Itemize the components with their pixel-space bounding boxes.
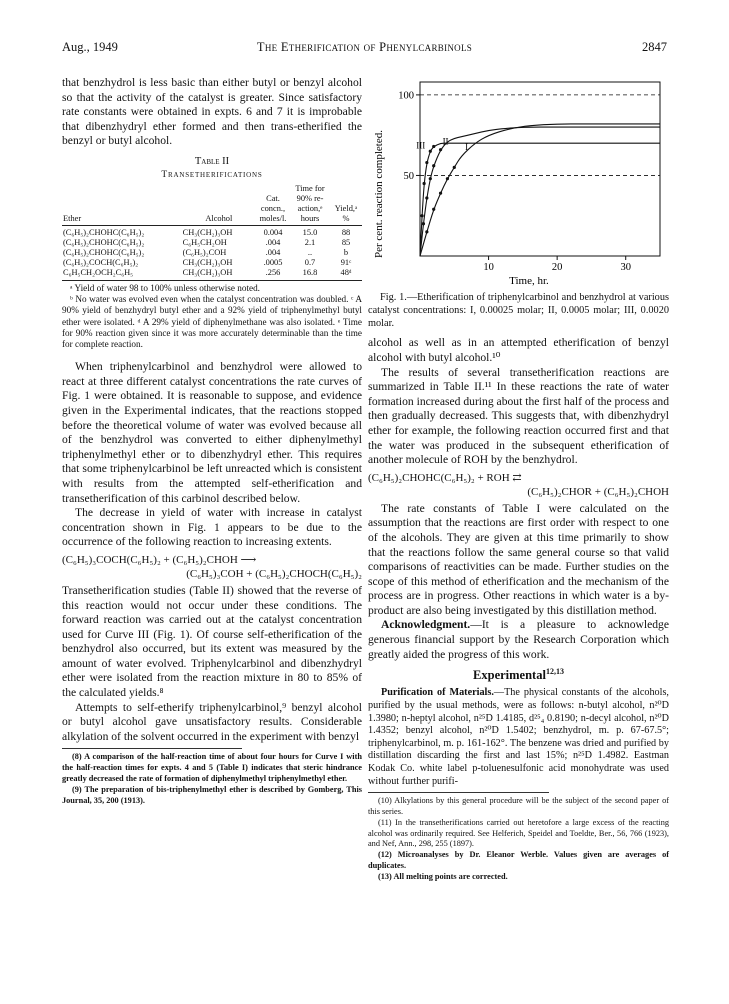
equation-1-line-1: (C₆H₅)₃COCH(C₆H₅)₂ + (C₆H₅)₂CHOH ⟶ <box>62 553 257 566</box>
table-cell: 0.7 <box>304 257 316 267</box>
equation-2-line-1: (C₆H₅)₂CHOHC(C₆H₅)₂ + ROH ⇄ <box>368 471 522 484</box>
data-point-II <box>429 177 432 180</box>
acknowledgment-label: Acknowledgment. <box>381 618 471 632</box>
data-point-III <box>423 182 426 185</box>
equation-1-line-2: (C₆H₅)₃COH + (C₆H₅)₂CHOCH(C₆H₅)₂ <box>186 567 362 580</box>
table-header: Alcohol <box>182 184 256 226</box>
data-point-III <box>429 150 432 153</box>
footnote-divider <box>62 748 242 749</box>
acknowledgment <box>368 618 669 662</box>
table-cell: CH₃(CH₂)₃OH <box>182 227 233 237</box>
paragraph-attempts: Attempts to self-etherify triphenylcarbinol,⁹ benzyl alcohol or butyl alcohol gave unsatisfactory results. Considerable alkylation of the solvent occurred in the experiment with benzyl <box>62 700 362 743</box>
reference-13: (13) All melting points are corrected. <box>378 871 508 881</box>
figure-1 <box>368 76 669 288</box>
table-cell: (C₆H₅)₂COCH(C₆H₅)₂ <box>63 257 139 267</box>
transetherification-table <box>62 184 362 281</box>
reference-8: (8) A comparison of the half-reaction time of about four hours for Curve I with the half-reaction times for expts. 4 and 5 (Table I) indicates that steric hindrance greatly decreased the rate of formation of diphenylmethyl triphenylmethyl ether. <box>62 752 362 784</box>
table-cell: (C₆H₅)₂COH <box>182 247 227 257</box>
y-axis-label: Per cent. reaction completed. <box>373 130 385 258</box>
issue-date: Aug., 1949 <box>62 40 118 54</box>
acknowledgment-text: —It is a pleasure to acknowledge generous financial support by the Research Corporation which greatly aided the progress of this work. <box>368 618 669 661</box>
table-header: Cat. concn., moles/l. <box>256 184 290 226</box>
purification-paragraph <box>368 687 669 788</box>
data-point-II <box>432 164 435 167</box>
series-label-II: II <box>442 136 449 147</box>
data-point-II <box>425 196 428 199</box>
experimental-heading <box>368 667 669 683</box>
running-title: The Etherification of Phenylcarbinols <box>256 40 473 54</box>
table-cell: 48ᵈ <box>330 268 362 281</box>
table-cell: (C₆H₅)₂CHOHC(C₆H₅)₂ <box>63 227 145 237</box>
table-row <box>62 225 362 238</box>
table-cell: b <box>343 247 349 257</box>
reference-12: (12) Microanalyses by Dr. Eleanor Werble. Values given are averages of duplicates. <box>368 850 669 870</box>
experimental-title: Experimental <box>473 668 546 683</box>
reference-9: (9) The preparation of bis-triphenylmethyl ether is described by Gomberg, This Journal, 35, 200 (1913). <box>62 784 362 805</box>
data-point-I <box>432 208 435 211</box>
table-cell: CH₃(CH₂)₃OH <box>182 257 233 267</box>
table-cell: 91ᶜ <box>340 257 352 267</box>
data-point-I <box>453 166 456 169</box>
table-cell: C₆H₅CH₂OH <box>182 237 227 247</box>
table-row <box>62 238 362 248</box>
x-tick-label: 20 <box>551 262 563 273</box>
paragraph-results: The results of several transetherification reactions are summarized in Table II.¹¹ In these reactions the rate of water formation increased during about the first half of the process and then gradually decreased. This suggests that, with dibenzhydryl ether for example, the following reaction occurred first and that the water was produced in the subsequent etherification of another molecule of ROH by the benzhydrol. <box>368 365 669 467</box>
page-number: 2847 <box>642 40 667 54</box>
table-cell: (C₆H₅)₂CHOHC(C₆H₅)₂ <box>63 237 145 247</box>
table-header: Yield,ᵃ % <box>330 184 362 226</box>
table-cell: .004 <box>265 247 281 257</box>
purification-label: Purification of Materials. <box>381 687 494 699</box>
table-cell: .0005 <box>263 257 283 267</box>
table-footnote-a: ᵃ Yield of water 98 to 100% unless otherwise noted. <box>70 282 260 293</box>
table-row <box>62 248 362 258</box>
paragraph-when: When triphenylcarbinol and benzhydrol were allowed to react at three different catalyst concentrations the rate curves of Fig. 1 were obtained. It is reasonable to suppose, and evidence given in the Experimental indicates, that the reactions stopped before the theoretical volume of water was evolved because all of the benzhydrol was converted to either diphenylmethyl triphenylmethyl ether or to dibenzhydryl ether. This requires that some triphenylcarbinol be left unreacted which is consistent with results from the attempted self-etherification and transetherification of this carbinol described below. <box>62 360 362 505</box>
table-cell: C₆H₅CH₂OCH₂C₆H₅ <box>62 268 182 281</box>
table-row <box>62 258 362 268</box>
x-tick-label: 30 <box>620 262 631 273</box>
paragraph-decrease: The decrease in yield of water with increase in catalyst concentration shown in Fig. 1 appears to be due to the occurrence of the following reaction to increasing extents. <box>62 506 362 549</box>
series-line-II <box>420 127 660 256</box>
table-cell: 16.8 <box>290 268 330 281</box>
table-2 <box>62 155 362 350</box>
table-title: Table II <box>194 155 230 167</box>
equation-2 <box>368 471 669 499</box>
data-point-I <box>446 177 449 180</box>
table-cell: CH₃(CH₂)₃OH <box>182 268 256 281</box>
equation-2-line-2: (C₆H₅)₂CHOR + (C₆H₅)₂CHOH <box>527 485 669 498</box>
table-cell: 15.0 <box>302 227 318 237</box>
data-point-III <box>425 161 428 164</box>
paragraph-transetherification: Transetherification studies (Table II) showed that the reverse of this reaction would not occur under these conditions. The forward reaction was carried out at the catalyst concentration used for Curve III (Fig. 1). Of course self-etherification of the benzhydrol also occurred, but its extent was measured by the amount of water evolved. Triphenylcarbinol and dibenzhydryl ether were isolated from the reaction mixture in 80 to 85% of the calculated yields.⁸ <box>62 583 362 700</box>
table-header: Time for 90% re- action,ᵉ hours <box>290 184 330 226</box>
data-point-I <box>439 192 442 195</box>
y-tick-label: 100 <box>398 90 414 102</box>
series-line-III <box>420 143 660 256</box>
footnote-divider <box>368 792 549 793</box>
table-cell: (C₆H₅)₂CHOHC(C₆H₅)₂ <box>63 247 145 257</box>
right-column <box>368 76 669 883</box>
table-cell: 85 <box>341 237 351 247</box>
x-tick-label: 10 <box>483 262 494 273</box>
data-point-II <box>439 148 442 151</box>
figure-caption: Fig. 1.—Etherification of triphenylcarbinol and benzhydrol at various catalyst concentrations: I, 0.00025 molar; II, 0.0005 molar; III, 0.0020 molar. <box>368 292 669 329</box>
table-cell: .. <box>307 247 313 257</box>
table-row <box>62 268 362 281</box>
table-subtitle: Transetherifications <box>161 169 263 180</box>
data-point-II <box>422 222 425 225</box>
series-label-III: III <box>416 140 426 151</box>
reference-10: (10) Alkylations by this general procedure will be the subject of the second paper of this series. <box>368 796 669 816</box>
paragraph-rate-constants: The rate constants of Table I were calculated on the assumption that the reactions are first order with respect to one of the alcohols. They are given at this time primarily to show that the reactions follow the same general course so that valid comparisons of reactivities can be made. Further studies on the scope of this method of etherification and the mechanism of the process are in progress. Other reactions in which water is a by-product are also being investigated by this distillation method. <box>368 501 669 617</box>
table-cell: 0.004 <box>263 227 283 237</box>
table-cell: .004 <box>265 237 281 247</box>
rate-curve-chart <box>368 76 669 288</box>
series-label-I: I <box>465 142 469 153</box>
plot-frame <box>420 82 660 256</box>
x-axis-label: Time, hr. <box>509 275 549 287</box>
data-point-III <box>420 214 423 217</box>
table-cell: 2.1 <box>304 237 316 247</box>
equation-1 <box>62 553 362 581</box>
purification-text: —The physical constants of the alcohols, purified by the usual methods, were as follows: n-butyl alcohol, n²⁰D 1.3980; n-heptyl alcohol, n²⁵D 1.4185, d²⁵₄ 0.8190; n-decyl alcohol, n²⁰D 1.4352; benzyl alcohol, n²⁰D 1.5402; benzhydrol, m. p. 67-67.5°; triphenylcarbinol, m. p. 161-162°. The benzene was dried and purified by distillation discarding the first and last 15%; n²⁵D 1.4982. Eastman Kodak Co. white label p-toluenesulfonic acid monohydrate was used without further purifi- <box>368 687 669 787</box>
table-header: Ether <box>62 184 182 226</box>
page-header <box>62 40 667 60</box>
data-point-I <box>425 230 428 233</box>
intro-paragraph: that benzhydrol is less basic than either butyl or benzyl alcohol so that the activity of the catalyst is greater. Since satisfactory rate constants were obtained in expts. 6 and 7 it is improbable that dibenzhydryl ether formed and then trans-etherified the benzyl or butyl alcohol. <box>62 76 362 148</box>
left-column <box>62 76 362 806</box>
experimental-ref-marks: 12,13 <box>545 667 564 677</box>
data-point-III <box>432 145 435 148</box>
table-footnotes: ᵇ No water was evolved even when the catalyst concentration was doubled. ᶜ A 90% yield of benzhydryl butyl ether and a 92% yield of triphenylmethyl butyl ether were isolated. ᵈ A 29% yield of diphenylmethane was also isolated. ᵉ Time for 90% reaction given since it was more accurately determinable than the time for complete reaction. <box>62 294 362 349</box>
paragraph-alcohol: alcohol as well as in an attempted etherification of benzyl alcohol with butyl alcohol.¹⁰ <box>368 336 669 364</box>
y-tick-label: 50 <box>403 170 414 182</box>
table-cell: .256 <box>256 268 290 281</box>
reference-11: (11) In the transetherifications carried out heretofore a large excess of the reacting alcohol was ordinarily required. See Helferich, Speidel and Toeldte, Ber., 56, 766 (1923), and Nef, Ann., 298, 255 (1897). <box>368 817 669 849</box>
table-cell: 88 <box>341 227 351 237</box>
